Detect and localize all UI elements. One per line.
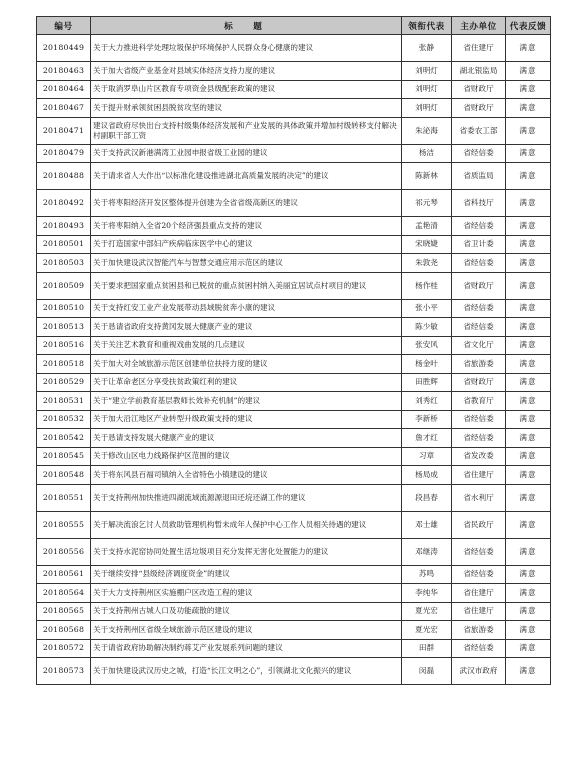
cell-representative: 陈新林	[402, 163, 452, 190]
cell-host-unit: 省经信委	[452, 565, 506, 584]
cell-title: 关于取消罗阜山片区教育专项资金县级配套政策的建议	[91, 80, 402, 99]
table-row	[37, 538, 551, 565]
cell-number: 20180555	[37, 511, 91, 538]
cell-number: 20180565	[37, 602, 91, 621]
cell-feedback: 满意	[506, 35, 551, 62]
table-row	[37, 117, 551, 144]
cell-number: 20180518	[37, 355, 91, 374]
cell-number: 20180501	[37, 235, 91, 254]
cell-title: 关于加快建设武汉智能汽车与智慧交通应用示范区的建议	[91, 254, 402, 273]
table-row	[37, 336, 551, 355]
table-row	[37, 658, 551, 685]
cell-title: 关于大力推进科学处理垃圾保护环境保护人民群众身心健康的建议	[91, 35, 402, 62]
cell-feedback: 满意	[506, 163, 551, 190]
cell-feedback: 满意	[506, 254, 551, 273]
cell-title: 关于支持荆州区省级全域旅游示范区建设的建议	[91, 621, 402, 640]
cell-host-unit: 省住建厅	[452, 35, 506, 62]
cell-title: 关于恳请省政府支持黄冈发展大健康产业的建议	[91, 318, 402, 337]
cell-feedback: 满意	[506, 80, 551, 99]
header-feedback: 代表反馈	[506, 17, 551, 35]
cell-host-unit: 省经信委	[452, 429, 506, 448]
cell-number: 20180503	[37, 254, 91, 273]
cell-number: 20180551	[37, 484, 91, 511]
table-row	[37, 466, 551, 485]
table-row	[37, 318, 551, 337]
cell-representative: 张安风	[402, 336, 452, 355]
cell-title: 关于提升财承领贫困县脱贫攻坚的建议	[91, 99, 402, 118]
cell-feedback: 满意	[506, 602, 551, 621]
cell-host-unit: 省经信委	[452, 318, 506, 337]
cell-number: 20180479	[37, 144, 91, 163]
cell-representative: 刘秀红	[402, 392, 452, 411]
table-row	[37, 511, 551, 538]
table-row	[37, 621, 551, 640]
table-row	[37, 144, 551, 163]
cell-host-unit: 省水利厅	[452, 484, 506, 511]
cell-representative: 孟艳清	[402, 217, 452, 236]
cell-title: 关于加大沿江地区产业转型升级政策支持的建议	[91, 410, 402, 429]
cell-title: 关于继续安排“县级经济调度资金”的建议	[91, 565, 402, 584]
table-row	[37, 299, 551, 318]
cell-title: 关于修改山区电力线路保护区范围的建议	[91, 447, 402, 466]
cell-host-unit: 省财政厅	[452, 99, 506, 118]
cell-host-unit: 省住建厅	[452, 602, 506, 621]
cell-representative: 邓士雄	[402, 511, 452, 538]
cell-representative: 杨作桂	[402, 272, 452, 299]
cell-feedback: 满意	[506, 392, 551, 411]
cell-number: 20180493	[37, 217, 91, 236]
cell-host-unit: 省民政厅	[452, 511, 506, 538]
cell-host-unit: 省住建厅	[452, 466, 506, 485]
cell-representative: 苏鸣	[402, 565, 452, 584]
cell-number: 20180564	[37, 584, 91, 603]
cell-host-unit: 省文化厅	[452, 336, 506, 355]
cell-feedback: 满意	[506, 373, 551, 392]
cell-number: 20180492	[37, 190, 91, 217]
cell-host-unit: 省旅游委	[452, 621, 506, 640]
cell-number: 20180532	[37, 410, 91, 429]
table-body	[37, 35, 551, 685]
cell-representative: 朱泌海	[402, 117, 452, 144]
cell-representative: 刘明灯	[402, 62, 452, 81]
cell-title: 关于让革命老区分享受扶贫政策红利的建议	[91, 373, 402, 392]
cell-number: 20180513	[37, 318, 91, 337]
cell-feedback: 满意	[506, 639, 551, 658]
cell-title: 关于支持水泥窑协同处置生活垃圾项目充分发挥无害化处置能力的建议	[91, 538, 402, 565]
cell-representative: 陈少敏	[402, 318, 452, 337]
cell-feedback: 满意	[506, 299, 551, 318]
cell-number: 20180510	[37, 299, 91, 318]
cell-feedback: 满意	[506, 99, 551, 118]
cell-title: 关于打造国家中部妇产疾病临床医学中心的建议	[91, 235, 402, 254]
cell-title: 关于将枣阳经济开发区整体提升创建为全省省级高新区的建议	[91, 190, 402, 217]
cell-title: 关于支持武汉新港满湾工业园申报省级工业园的建议	[91, 144, 402, 163]
cell-number: 20180516	[37, 336, 91, 355]
cell-title: 关于加大对全域旅游示范区创建单位扶持力度的建议	[91, 355, 402, 374]
cell-host-unit: 省科技厅	[452, 190, 506, 217]
cell-representative: 田胜辉	[402, 373, 452, 392]
cell-feedback: 满意	[506, 466, 551, 485]
cell-representative: 夏光宏	[402, 602, 452, 621]
cell-feedback: 满意	[506, 62, 551, 81]
cell-number: 20180463	[37, 62, 91, 81]
table-row	[37, 235, 551, 254]
cell-title: 关于恳请支持发展大健康产业的建议	[91, 429, 402, 448]
cell-feedback: 满意	[506, 584, 551, 603]
table-row	[37, 602, 551, 621]
cell-host-unit: 省教育厅	[452, 392, 506, 411]
table-row	[37, 484, 551, 511]
cell-feedback: 满意	[506, 429, 551, 448]
cell-feedback: 满意	[506, 190, 551, 217]
cell-representative: 杨局成	[402, 466, 452, 485]
cell-feedback: 满意	[506, 144, 551, 163]
header-number: 编号	[37, 17, 91, 35]
cell-feedback: 满意	[506, 538, 551, 565]
header-host-unit: 主办单位	[452, 17, 506, 35]
table-row	[37, 254, 551, 273]
cell-number: 20180449	[37, 35, 91, 62]
cell-feedback: 满意	[506, 565, 551, 584]
table-row	[37, 639, 551, 658]
cell-feedback: 满意	[506, 272, 551, 299]
cell-number: 20180471	[37, 117, 91, 144]
cell-representative: 祁元琴	[402, 190, 452, 217]
proposal-table-sheet	[36, 16, 550, 685]
cell-title: 关于请求省人大作出“以标准化建设推进湖北高质量发展的决定”的建议	[91, 163, 402, 190]
cell-representative: 李新桥	[402, 410, 452, 429]
cell-host-unit: 武汉市政府	[452, 658, 506, 685]
cell-representative: 张小平	[402, 299, 452, 318]
cell-representative: 邓继涛	[402, 538, 452, 565]
cell-host-unit: 省经信委	[452, 538, 506, 565]
cell-title: 关于要求把国家重点贫困县和已脱贫的重点贫困村纳入美丽宜居试点村项目的建议	[91, 272, 402, 299]
table-header-row	[37, 17, 551, 35]
table-row	[37, 447, 551, 466]
cell-feedback: 满意	[506, 621, 551, 640]
cell-representative: 詹才红	[402, 429, 452, 448]
cell-title: 关于解决流浪乞讨人员救助管理机构暂未成年人保护中心工作人员相关待遇的建议	[91, 511, 402, 538]
cell-number: 20180542	[37, 429, 91, 448]
cell-host-unit: 省住建厅	[452, 584, 506, 603]
cell-host-unit: 省财政厅	[452, 373, 506, 392]
cell-host-unit: 省财政厅	[452, 80, 506, 99]
table-row	[37, 565, 551, 584]
table-row	[37, 373, 551, 392]
cell-feedback: 满意	[506, 658, 551, 685]
proposal-table	[36, 16, 551, 685]
cell-representative: 夏光宏	[402, 621, 452, 640]
cell-host-unit: 省质监局	[452, 163, 506, 190]
cell-representative: 朱敦尧	[402, 254, 452, 273]
cell-number: 20180568	[37, 621, 91, 640]
cell-host-unit: 省经信委	[452, 254, 506, 273]
cell-title: 关于关注艺术教育和重视戏曲发展的几点建议	[91, 336, 402, 355]
cell-title: 关于请省政府协助解决制约蒋艾产业发展系列问题的建议	[91, 639, 402, 658]
cell-representative: 杨洁	[402, 144, 452, 163]
cell-title: 关于支持荆州加快推进四湖流域流源源退田还垸还湖工作的建议	[91, 484, 402, 511]
cell-representative: 习章	[402, 447, 452, 466]
cell-host-unit: 省经信委	[452, 217, 506, 236]
cell-feedback: 满意	[506, 117, 551, 144]
cell-feedback: 满意	[506, 511, 551, 538]
cell-number: 20180545	[37, 447, 91, 466]
table-row	[37, 584, 551, 603]
cell-representative: 杨金叶	[402, 355, 452, 374]
table-row	[37, 355, 551, 374]
cell-number: 20180531	[37, 392, 91, 411]
cell-host-unit: 省委农工部	[452, 117, 506, 144]
cell-title: 关于支持红安工业产业发展带动县域脱贫奔小康的建议	[91, 299, 402, 318]
cell-feedback: 满意	[506, 235, 551, 254]
cell-feedback: 满意	[506, 447, 551, 466]
cell-representative: 田群	[402, 639, 452, 658]
cell-host-unit: 省旅游委	[452, 355, 506, 374]
cell-title: 关于大力支持荆州区实施棚户区改造工程的建议	[91, 584, 402, 603]
cell-representative: 张静	[402, 35, 452, 62]
cell-host-unit: 省发改委	[452, 447, 506, 466]
cell-number: 20180573	[37, 658, 91, 685]
cell-host-unit: 省卫计委	[452, 235, 506, 254]
cell-feedback: 满意	[506, 318, 551, 337]
cell-number: 20180556	[37, 538, 91, 565]
cell-title: 关于加大省级产业基金对县域实体经济支持力度的建议	[91, 62, 402, 81]
cell-title: 关于“建立学前教育基层教师长效补充机制”的建议	[91, 392, 402, 411]
cell-feedback: 满意	[506, 484, 551, 511]
cell-number: 20180548	[37, 466, 91, 485]
cell-number: 20180464	[37, 80, 91, 99]
cell-number: 20180561	[37, 565, 91, 584]
cell-host-unit: 省经信委	[452, 144, 506, 163]
cell-number: 20180467	[37, 99, 91, 118]
table-row	[37, 35, 551, 62]
table-row	[37, 272, 551, 299]
cell-feedback: 满意	[506, 217, 551, 236]
cell-representative: 刘明灯	[402, 99, 452, 118]
cell-host-unit: 省财政厅	[452, 272, 506, 299]
cell-number: 20180529	[37, 373, 91, 392]
cell-representative: 李纯华	[402, 584, 452, 603]
cell-title: 关于将东风县百福司镇纳入全省特色小镇建设的建议	[91, 466, 402, 485]
table-row	[37, 392, 551, 411]
cell-host-unit: 省经信委	[452, 299, 506, 318]
cell-representative: 段昌春	[402, 484, 452, 511]
cell-representative: 刘明灯	[402, 80, 452, 99]
header-title: 标 题	[91, 17, 402, 35]
table-row	[37, 62, 551, 81]
cell-host-unit: 湖北银监局	[452, 62, 506, 81]
table-row	[37, 163, 551, 190]
cell-title: 关于支持荆州古城人口及功能疏散的建议	[91, 602, 402, 621]
cell-number: 20180572	[37, 639, 91, 658]
cell-number: 20180509	[37, 272, 91, 299]
cell-title: 建议省政府尽快出台支持村级集体经济发展和产业发展的具体政策并增加村级转移支付解决村副职干部工资	[91, 117, 402, 144]
cell-representative: 闵磊	[402, 658, 452, 685]
cell-host-unit: 省经信委	[452, 410, 506, 429]
table-row	[37, 99, 551, 118]
cell-representative: 宋晓婕	[402, 235, 452, 254]
table-row	[37, 410, 551, 429]
table-row	[37, 217, 551, 236]
cell-title: 关于将枣阳纳入全省20个经济强县重点支持的建议	[91, 217, 402, 236]
header-lead-representative: 领衔代表	[402, 17, 452, 35]
cell-feedback: 满意	[506, 410, 551, 429]
table-row	[37, 80, 551, 99]
cell-number: 20180488	[37, 163, 91, 190]
cell-feedback: 满意	[506, 355, 551, 374]
cell-feedback: 满意	[506, 336, 551, 355]
cell-title: 关于加快建设武汉历史之城，打造“长江文明之心”，引领湖北文化振兴的建议	[91, 658, 402, 685]
cell-host-unit: 省经信委	[452, 639, 506, 658]
table-row	[37, 190, 551, 217]
table-row	[37, 429, 551, 448]
